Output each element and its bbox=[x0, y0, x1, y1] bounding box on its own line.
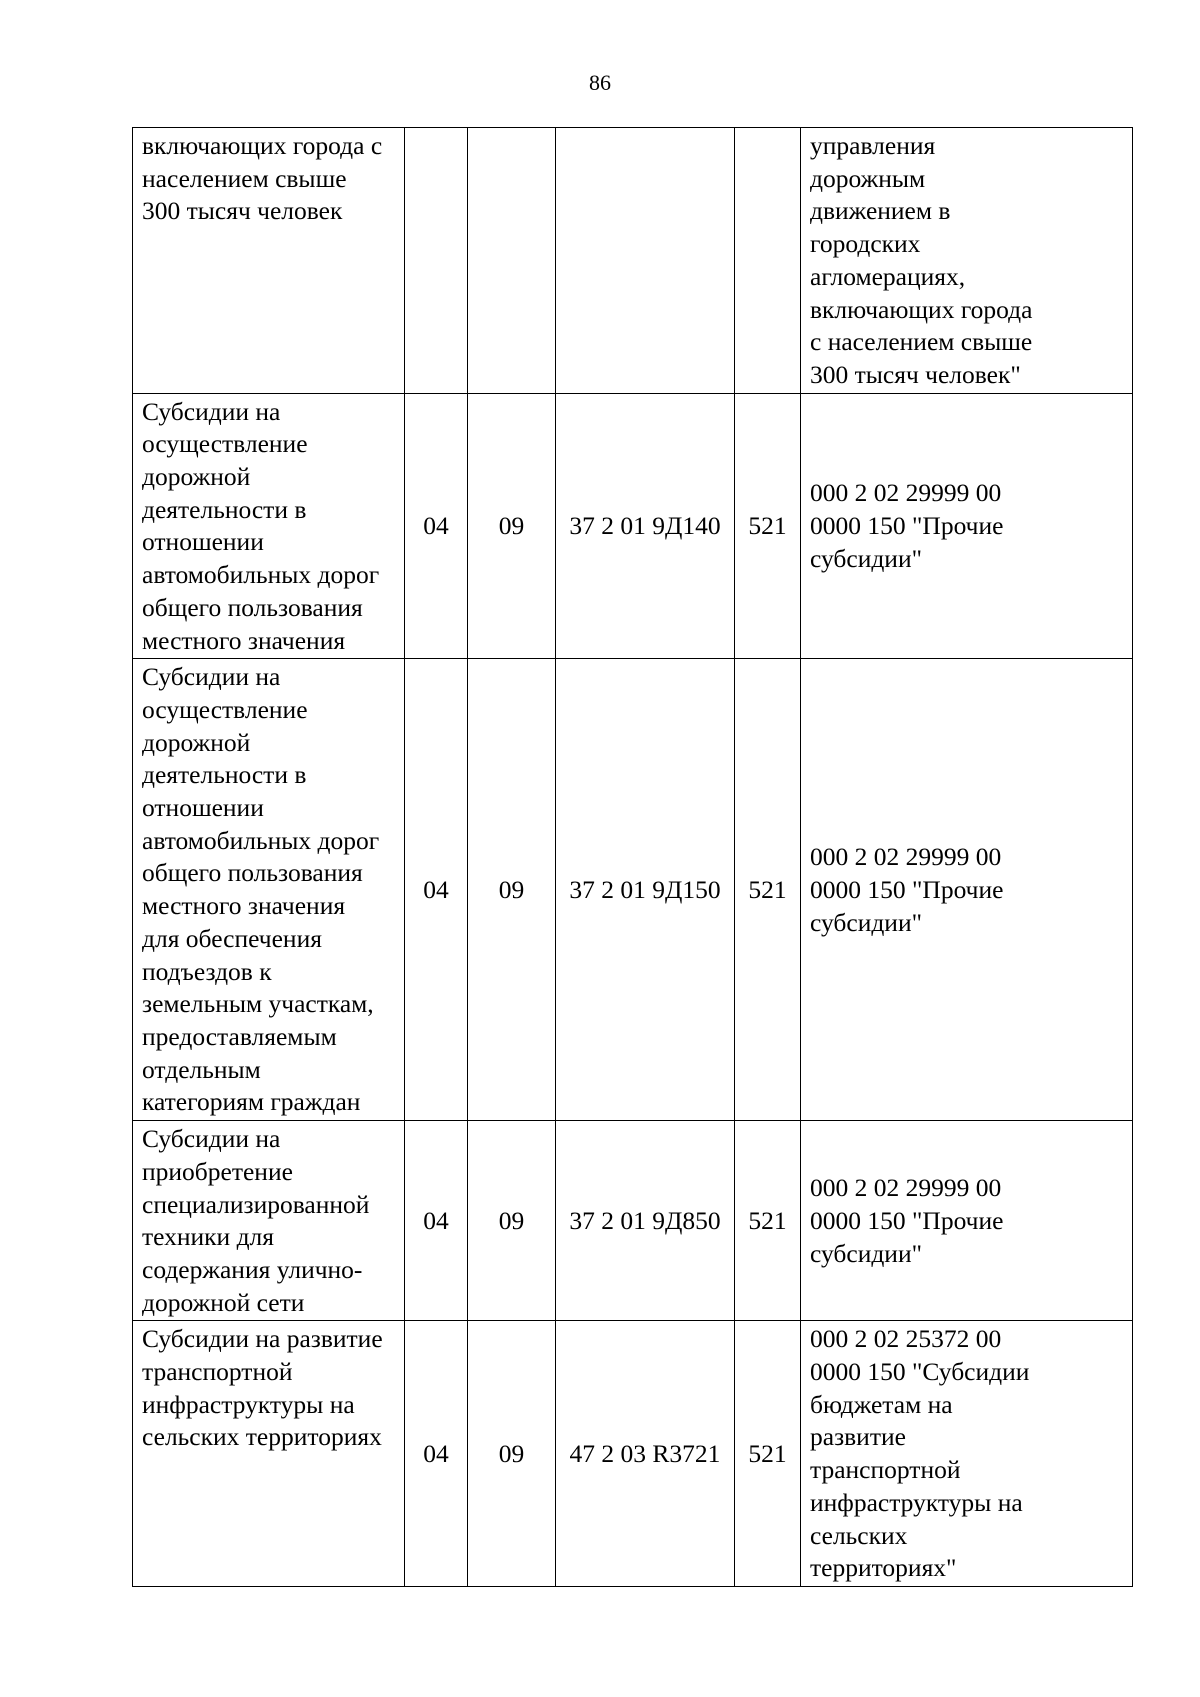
section-code-cell: 04 bbox=[405, 1121, 468, 1321]
expense-name-cell bbox=[133, 1321, 405, 1587]
expense-name-line: деятельности в bbox=[142, 494, 307, 524]
expense-name-line: осуществление bbox=[142, 429, 308, 459]
expense-name-cell bbox=[133, 659, 405, 1121]
table-row bbox=[133, 393, 1133, 659]
expense-name-line: специализированной bbox=[142, 1189, 370, 1219]
table-body bbox=[133, 128, 1133, 1587]
expense-name-line: населением свыше bbox=[142, 163, 347, 193]
expense-name-line: инфраструктуры на bbox=[142, 1389, 355, 1419]
expense-name-line: деятельности в bbox=[142, 760, 307, 790]
revenue-code-line: 000 2 02 25372 00 bbox=[810, 1324, 1002, 1354]
revenue-code-cell bbox=[801, 1321, 1133, 1587]
expense-name-line: дорожной сети bbox=[142, 1287, 305, 1317]
expense-name-line: дорожной bbox=[142, 462, 251, 492]
expense-name-line: Субсидии на bbox=[142, 1124, 281, 1154]
table-row bbox=[133, 1121, 1133, 1321]
expense-name-line: предоставляемым bbox=[142, 1021, 337, 1051]
revenue-code-line: сельских bbox=[810, 1520, 908, 1550]
expense-type-cell: 521 bbox=[735, 393, 801, 659]
expense-name-line: подъездов к bbox=[142, 956, 272, 986]
expense-name-line: содержания улично- bbox=[142, 1254, 363, 1284]
table-row bbox=[133, 659, 1133, 1121]
target-article-cell: 37 2 01 9Д850 bbox=[556, 1121, 735, 1321]
revenue-code-line: транспортной bbox=[810, 1455, 961, 1485]
expense-type-cell: 521 bbox=[735, 1121, 801, 1321]
expense-name-line: общего пользования bbox=[142, 858, 363, 888]
subsection-code-cell bbox=[468, 128, 556, 394]
revenue-code-line: субсидии" bbox=[810, 907, 923, 937]
revenue-code-line: 0000 150 "Прочие bbox=[810, 874, 1004, 904]
revenue-code-cell bbox=[801, 659, 1133, 1121]
expense-type-cell: 521 bbox=[735, 1321, 801, 1587]
revenue-code-line: управления bbox=[810, 131, 936, 160]
expense-name-line: для обеспечения bbox=[142, 923, 322, 953]
table-row bbox=[133, 1321, 1133, 1587]
expense-name-cell bbox=[133, 128, 405, 394]
expense-type-cell bbox=[735, 128, 801, 394]
revenue-code-line: с населением свыше bbox=[810, 327, 1033, 357]
expense-name-line: Субсидии на bbox=[142, 662, 281, 692]
expense-name-line: сельских территориях bbox=[142, 1422, 382, 1452]
subsection-code-cell: 09 bbox=[468, 1321, 556, 1587]
expense-name-line: земельным участкам, bbox=[142, 989, 374, 1019]
subsection-code-cell: 09 bbox=[468, 393, 556, 659]
expense-name-line: отдельным bbox=[142, 1054, 261, 1084]
revenue-code-line: 0000 150 "Субсидии bbox=[810, 1357, 1030, 1387]
revenue-code-line: 0000 150 "Прочие bbox=[810, 511, 1004, 541]
expense-name-line: отношении bbox=[142, 793, 264, 823]
revenue-code-line: 300 тысяч человек" bbox=[810, 359, 1021, 389]
expense-name-line: местного значения bbox=[142, 891, 346, 921]
subsection-code-cell: 09 bbox=[468, 659, 556, 1121]
expense-type-cell: 521 bbox=[735, 659, 801, 1121]
target-article-cell bbox=[556, 128, 735, 394]
revenue-code-line: субсидии" bbox=[810, 543, 923, 573]
revenue-code-line: городских bbox=[810, 229, 921, 259]
expense-name-line: приобретение bbox=[142, 1156, 293, 1186]
expense-name-line: включающих города с bbox=[142, 131, 383, 160]
section-code-cell: 04 bbox=[405, 1321, 468, 1587]
budget-table bbox=[132, 127, 1133, 1587]
expense-name-line: общего пользования bbox=[142, 592, 363, 622]
revenue-code-line: движением в bbox=[810, 196, 951, 226]
expense-name-line: транспортной bbox=[142, 1357, 293, 1387]
revenue-code-line: территориях" bbox=[810, 1553, 957, 1583]
revenue-code-cell bbox=[801, 1121, 1133, 1321]
revenue-code-line: инфраструктуры на bbox=[810, 1487, 1023, 1517]
target-article-cell: 37 2 01 9Д140 bbox=[556, 393, 735, 659]
revenue-code-line: субсидии" bbox=[810, 1238, 923, 1268]
section-code-cell: 04 bbox=[405, 393, 468, 659]
expense-name-line: Субсидии на bbox=[142, 396, 281, 426]
expense-name-line: дорожной bbox=[142, 727, 251, 757]
table-row bbox=[133, 128, 1133, 394]
revenue-code-line: развитие bbox=[810, 1422, 906, 1452]
expense-name-line: категориям граждан bbox=[142, 1087, 361, 1117]
page-number: 86 bbox=[589, 70, 611, 95]
revenue-code-cell bbox=[801, 393, 1133, 659]
section-code-cell bbox=[405, 128, 468, 394]
expense-name-line: отношении bbox=[142, 527, 264, 557]
revenue-code-cell bbox=[801, 128, 1133, 394]
expense-name-line: местного значения bbox=[142, 625, 346, 655]
revenue-code-line: 000 2 02 29999 00 bbox=[810, 842, 1002, 872]
expense-name-cell bbox=[133, 1121, 405, 1321]
target-article-cell: 37 2 01 9Д150 bbox=[556, 659, 735, 1121]
subsection-code-cell: 09 bbox=[468, 1121, 556, 1321]
revenue-code-line: агломерациях, bbox=[810, 261, 966, 291]
target-article-cell: 47 2 03 R3721 bbox=[556, 1321, 735, 1587]
revenue-code-line: дорожным bbox=[810, 163, 926, 193]
expense-name-cell bbox=[133, 393, 405, 659]
section-code-cell: 04 bbox=[405, 659, 468, 1121]
expense-name-line: осуществление bbox=[142, 694, 308, 724]
revenue-code-line: 0000 150 "Прочие bbox=[810, 1205, 1004, 1235]
expense-name-line: техники для bbox=[142, 1222, 275, 1252]
expense-name-line: автомобильных дорог bbox=[142, 825, 380, 855]
revenue-code-line: 000 2 02 29999 00 bbox=[810, 478, 1002, 508]
expense-name-line: 300 тысяч человек bbox=[142, 196, 343, 226]
revenue-code-line: бюджетам на bbox=[810, 1389, 953, 1419]
revenue-code-line: включающих города bbox=[810, 294, 1033, 324]
revenue-code-line: 000 2 02 29999 00 bbox=[810, 1173, 1002, 1203]
expense-name-line: Субсидии на развитие bbox=[142, 1324, 383, 1354]
expense-name-line: автомобильных дорог bbox=[142, 560, 380, 590]
